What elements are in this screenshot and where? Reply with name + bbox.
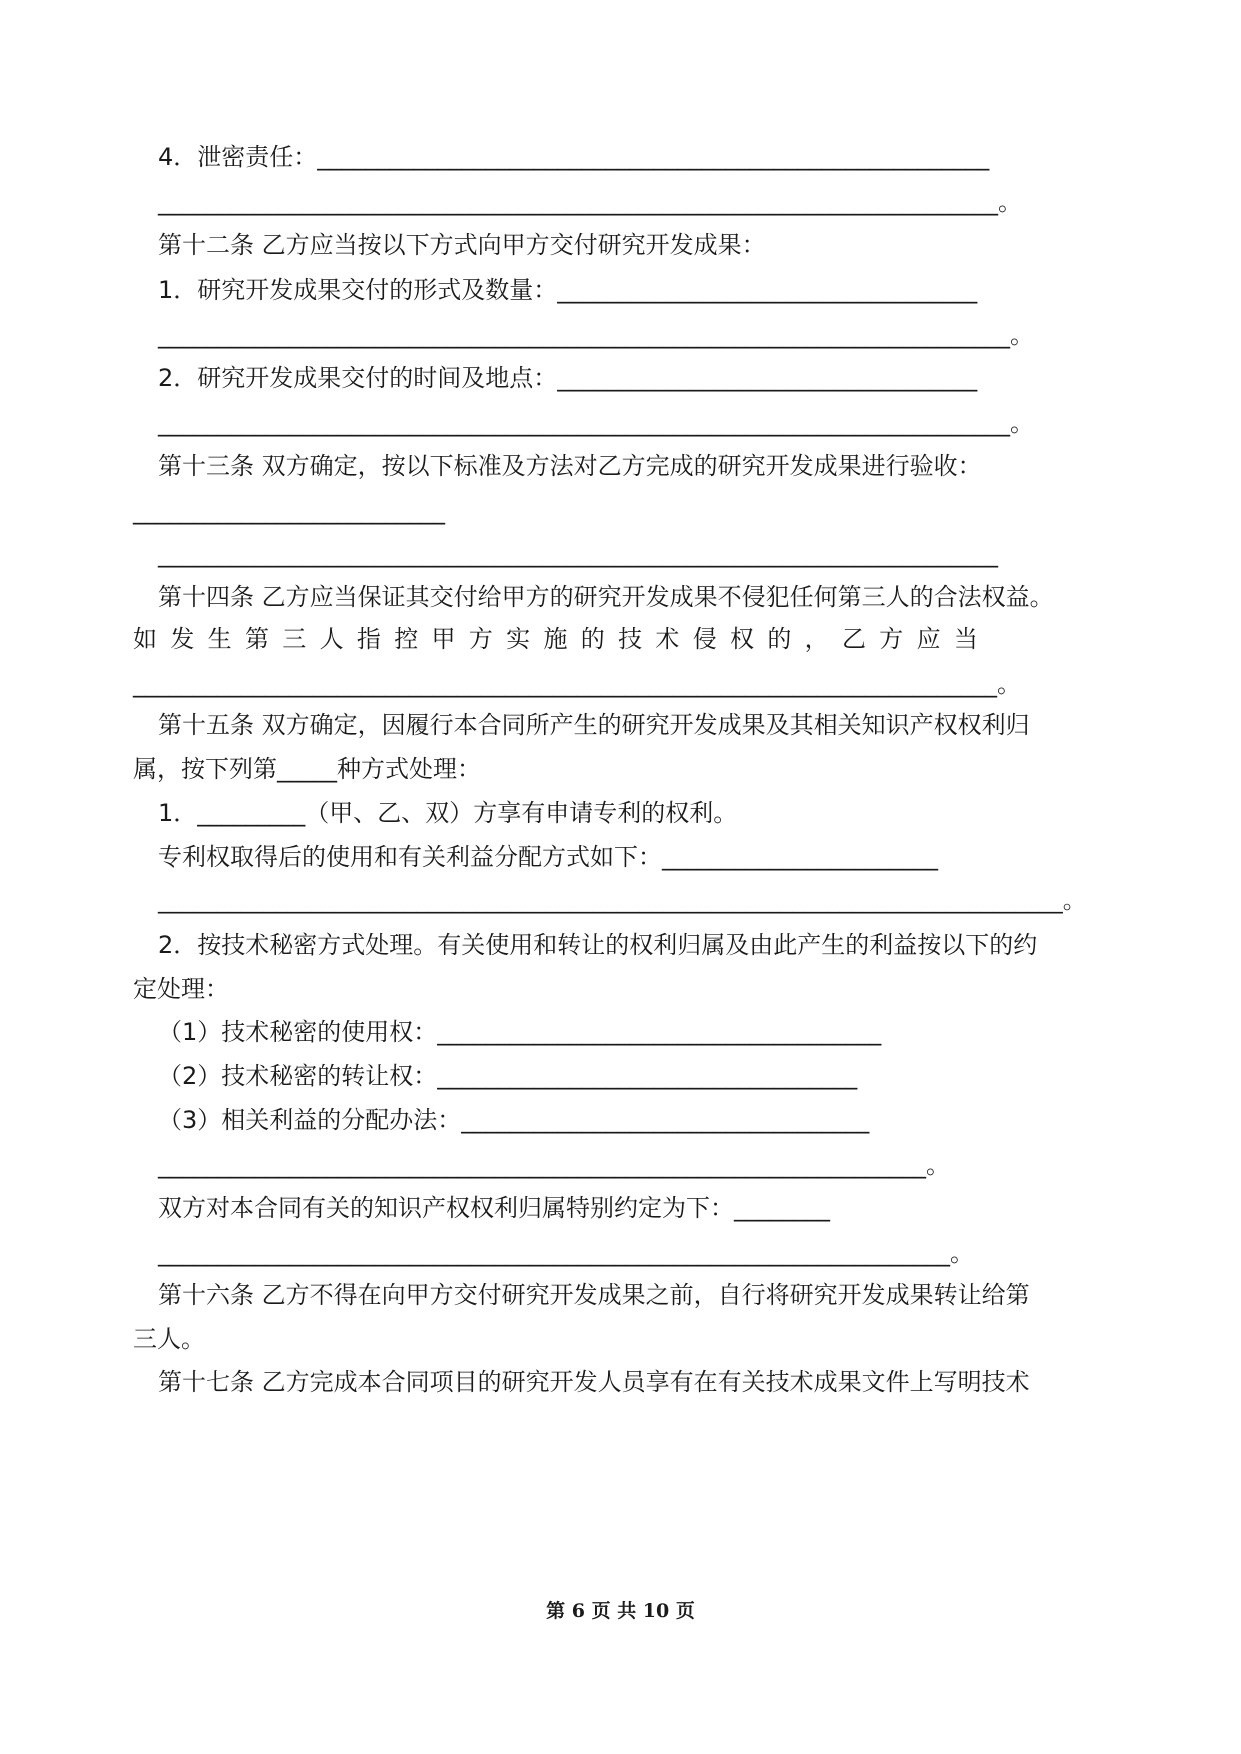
clause-14-continuation: 如 发 生 第 三 人 指 控 甲 方 实 施 的 技 术 侵 权 的 ， 乙 方 应 当: [133, 625, 978, 653]
clause-15-item-2: 2．按技术秘密方式处理。有关使用和转让的权利归属及由此产生的利益按以下的约: [158, 931, 1038, 959]
fill-line: _______________________________________________________________________。: [158, 409, 1034, 437]
clause-15-item-2-continuation: 定处理：: [133, 975, 229, 1003]
clause-13-heading: 第十三条 双方确定，按以下标准及方法对乙方完成的研究开发成果进行验收：: [158, 452, 982, 480]
clause-16-continuation: 三人。: [133, 1325, 205, 1353]
fill-line: _______________________________________________________________________。: [158, 321, 1034, 349]
page-footer: 第 6 页 共 10 页: [546, 1600, 695, 1622]
fill-line: ______________________________________________________________________: [158, 540, 998, 568]
clause-12-item-1: 1．研究开发成果交付的形式及数量：___________________________________: [158, 276, 978, 304]
clause-15-continuation: 属，按下列第_____种方式处理：: [133, 755, 481, 783]
fill-line: __________________________: [133, 497, 445, 525]
clause-11-item-4: 4．泄密责任：________________________________________________________: [158, 143, 990, 171]
patent-usage-line: 专利权取得后的使用和有关利益分配方式如下：_______________________: [158, 843, 938, 871]
fill-line: ________________________________________________________________。: [158, 1151, 950, 1179]
fill-line: ______________________________________________________________________。: [158, 188, 1022, 216]
fill-line: _____________________________________________________________________________。: [158, 886, 1087, 914]
clause-15-item-1: 1．_________（甲、乙、双）方享有申请专利的权利。: [158, 799, 738, 827]
clause-17-heading: 第十七条 乙方完成本合同项目的研究开发人员享有在有关技术成果文件上写明技术: [158, 1368, 1030, 1396]
clause-14-heading: 第十四条 乙方应当保证其交付给甲方的研究开发成果不侵犯任何第三人的合法权益。: [158, 583, 1054, 611]
sub-item-1: （1）技术秘密的使用权：_____________________________________: [158, 1018, 882, 1046]
special-agreement-line: 双方对本合同有关的知识产权权利归属特别约定为下：________: [158, 1194, 830, 1222]
clause-12-item-2: 2．研究开发成果交付的时间及地点：___________________________________: [158, 364, 978, 392]
clause-12-heading: 第十二条 乙方应当按以下方式向甲方交付研究开发成果：: [158, 231, 766, 259]
sub-item-2: （2）技术秘密的转让权：___________________________________: [158, 1062, 858, 1090]
fill-line: __________________________________________________________________。: [158, 1239, 974, 1267]
clause-16-heading: 第十六条 乙方不得在向甲方交付研究开发成果之前，自行将研究开发成果转让给第: [158, 1281, 1030, 1309]
fill-line: ________________________________________________________________________。: [133, 670, 1021, 698]
sub-item-3: （3）相关利益的分配办法：__________________________________: [158, 1106, 870, 1134]
clause-15-heading: 第十五条 双方确定，因履行本合同所产生的研究开发成果及其相关知识产权权利归: [158, 711, 1030, 739]
